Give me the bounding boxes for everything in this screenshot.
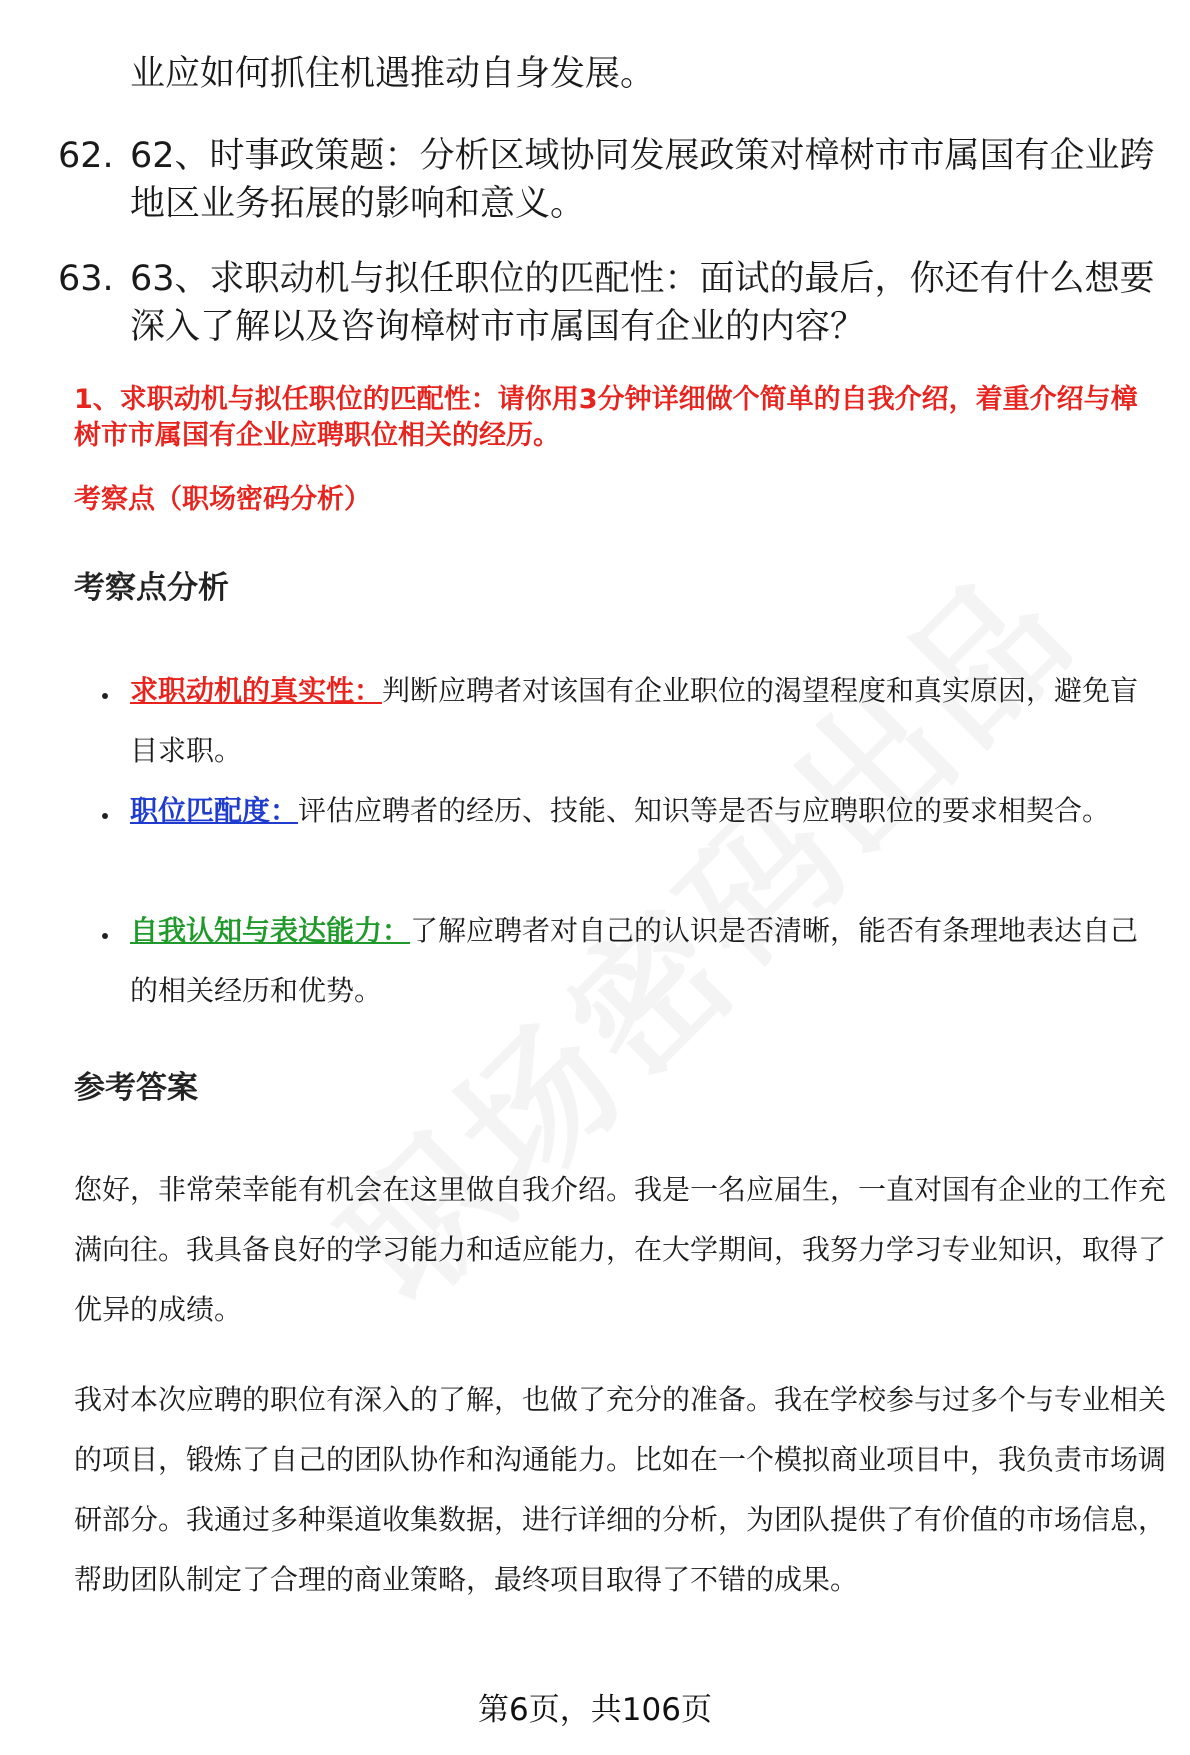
question-number-62: 62. [58,136,114,176]
analysis-description: 判断应聘者对该国有企业职位的渴望程度和真实原因，避免盲目求职。 [130,674,1139,767]
bullet-dot [102,693,108,699]
analysis-keyword: 职位匹配度： [130,794,299,827]
question-63-text: 63、求职动机与拟任职位的匹配性：面试的最后，你还有什么想要深入了解以及咨询樟树市市属国有企业的内容？ [130,259,1155,347]
bullet-dot [102,813,108,819]
analysis-item-job-fit [130,781,1160,841]
page-number: 第6页，共106页 [478,1692,712,1728]
analysis-description: 评估应聘者的经历、技能、知识等是否与应聘职位的要求相契合。 [298,794,1111,827]
bullet-dot [102,933,108,939]
analysis-item-authenticity [130,661,1160,781]
analysis-keyword: 求职动机的真实性： [130,674,383,707]
interview-question-heading: 1、求职动机与拟任职位的匹配性：请你用3分钟详细做个简单的自我介绍，着重介绍与樟树市市属国有企业应聘职位相关的经历。 [74,384,1138,451]
analysis-keyword: 自我认知与表达能力： [130,914,411,947]
question-number-63: 63. [58,259,114,299]
analysis-section-title: 考察点分析 [74,570,229,606]
question-62-text: 62、时事政策题：分析区域协同发展政策对樟树市市属国有企业跨地区业务拓展的影响和意义。 [130,136,1155,224]
question-61-continuation: 业应如何抓住机遇推动自身发展。 [130,54,656,94]
assessment-points-label: 考察点（职场密码分析） [74,484,371,515]
analysis-item-self-awareness [130,901,1160,1021]
analysis-description: 了解应聘者对自己的认识是否清晰，能否有条理地表达自己的相关经历和优势。 [130,914,1139,1007]
answer-paragraph-1: 您好，非常荣幸能有机会在这里做自我介绍。我是一名应届生，一直对国有企业的工作充满向往。我具备良好的学习能力和适应能力，在大学期间，我努力学习专业知识，取得了优异的成绩。 [74,1173,1167,1326]
answer-paragraph-2: 我对本次应聘的职位有深入的了解，也做了充分的准备。我在学校参与过多个与专业相关的项目，锻炼了自己的团队协作和沟通能力。比如在一个模拟商业项目中，我负责市场调研部分。我通过多种渠道收集数据，进行详细的分析，为团队提供了有价值的市场信息，帮助团队制定了合理的商业策略，最终项目取得了不错的成果。 [74,1383,1167,1596]
answer-section-title: 参考答案 [74,1070,198,1106]
